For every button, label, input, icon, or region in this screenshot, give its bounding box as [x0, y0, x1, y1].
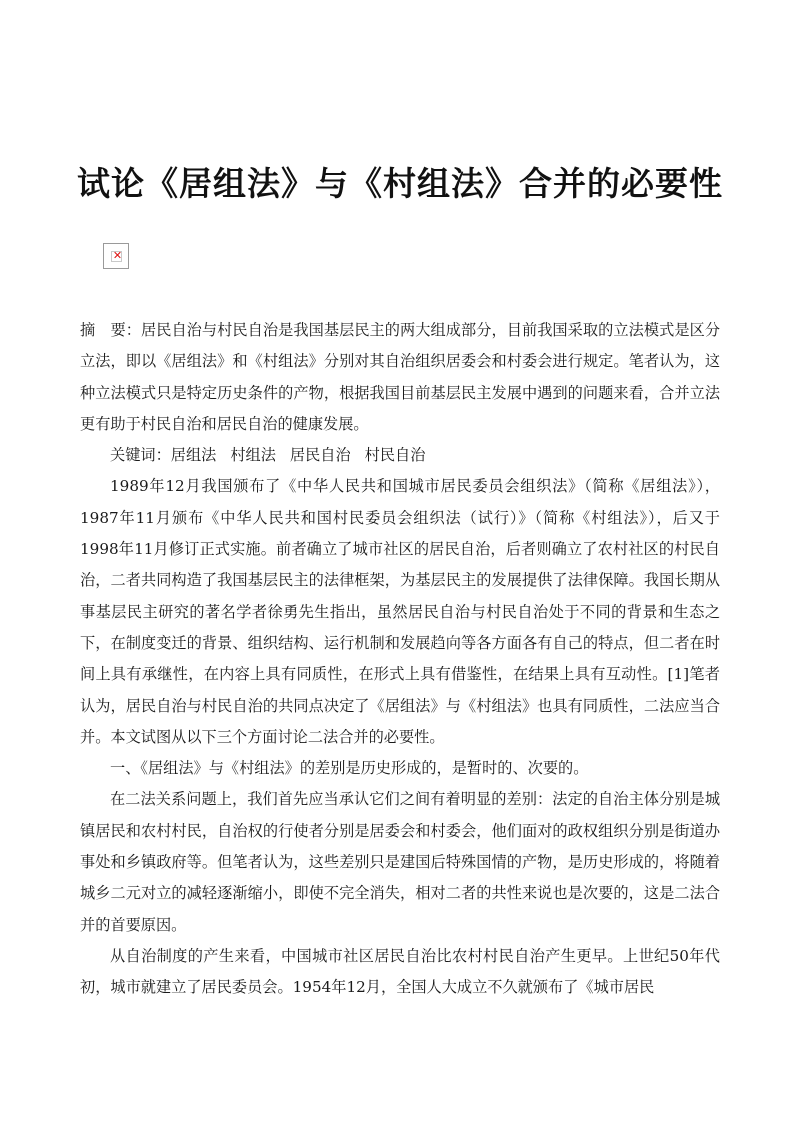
section-heading: 一、《居组法》与《村组法》的差别是历史形成的，是暂时的、次要的。	[110, 759, 589, 778]
document-body	[80, 315, 720, 1004]
abstract	[80, 315, 720, 440]
keyword-item: 村组法	[230, 446, 276, 465]
broken-image-frame	[111, 251, 122, 262]
document-title: 试论《居组法》与《村组法》合并的必要性	[77, 164, 723, 203]
broken-image-icon	[103, 243, 129, 269]
keyword-item: 居民自治	[289, 446, 351, 465]
keyword-item: 居组法	[170, 446, 217, 465]
abstract-text: 居民自治与村民自治是我国基层民主的两大组成部分，目前我国采取的立法模式是区分立法，即以《居组法》和《村组法》分别对其自治组织居委会和村委会进行规定。笔者认为，这种立法模式只是特定历史条件的产物，根据我国目前基层民主发展中遇到的问题来看，合并立法更有助于村民自治和居民自治的健康发展。	[80, 321, 721, 433]
keywords-label: 关键词：	[110, 446, 171, 465]
body-paragraph: 从自治制度的产生来看，中国城市社区居民自治比农村村民自治产生更早。上世纪50年代初，城市就建立了居民委员会。1954年12月，全国人大成立不久就颁布了《城市居民	[80, 946, 720, 997]
broken-image-x-mark: ✕	[112, 249, 123, 262]
body-paragraph: 1989年12月我国颁布了《中华人民共和国城市居民委员会组织法》（简称《居组法》），1987年11月颁布《中华人民共和国村民委员会组织法（试行）》（简称《村组法》），后又于1998年11月修订正式实施。前者确立了城市社区的居民自治，后者则确立了农村社区的村民自治，二者共同构造了我国基层民主的法律框架，为基层民主的发展提供了法律保障。我国长期从事基层民主研究的著名学者徐勇先生指出，虽然居民自治与村民自治处于不同的背景和生态之下，在制度变迁的背景、组织结构、运行机制和发展趋向等各方面各有自己的特点，但二者在时间上具有承继性，在内容上具有同质性，在形式上具有借鉴性，在结果上具有互动性。[1]笔者认为，居民自治与村民自治的共同点决定了《居组法》与《村组法》也具有同质性，二法应当合并。本文试图从以下三个方面讨论二法合并的必要性。	[80, 477, 720, 746]
body-paragraph: 在二法关系问题上，我们首先应当承认它们之间有着明显的差别：法定的自治主体分别是城镇居民和农村村民，自治权的行使者分别是居委会和村委会，他们面对的政权组织分别是街道办事处和乡镇政府等。但笔者认为，这些差别只是建国后特殊国情的产物，是历史形成的，将随着城乡二元对立的减轻逐渐缩小，即使不完全消失，相对二者的共性来说也是次要的，这是二法合并的首要原因。	[80, 790, 720, 934]
abstract-label: 摘 要：	[80, 321, 141, 339]
keywords	[80, 440, 720, 471]
keyword-item: 村民自治	[364, 446, 426, 465]
